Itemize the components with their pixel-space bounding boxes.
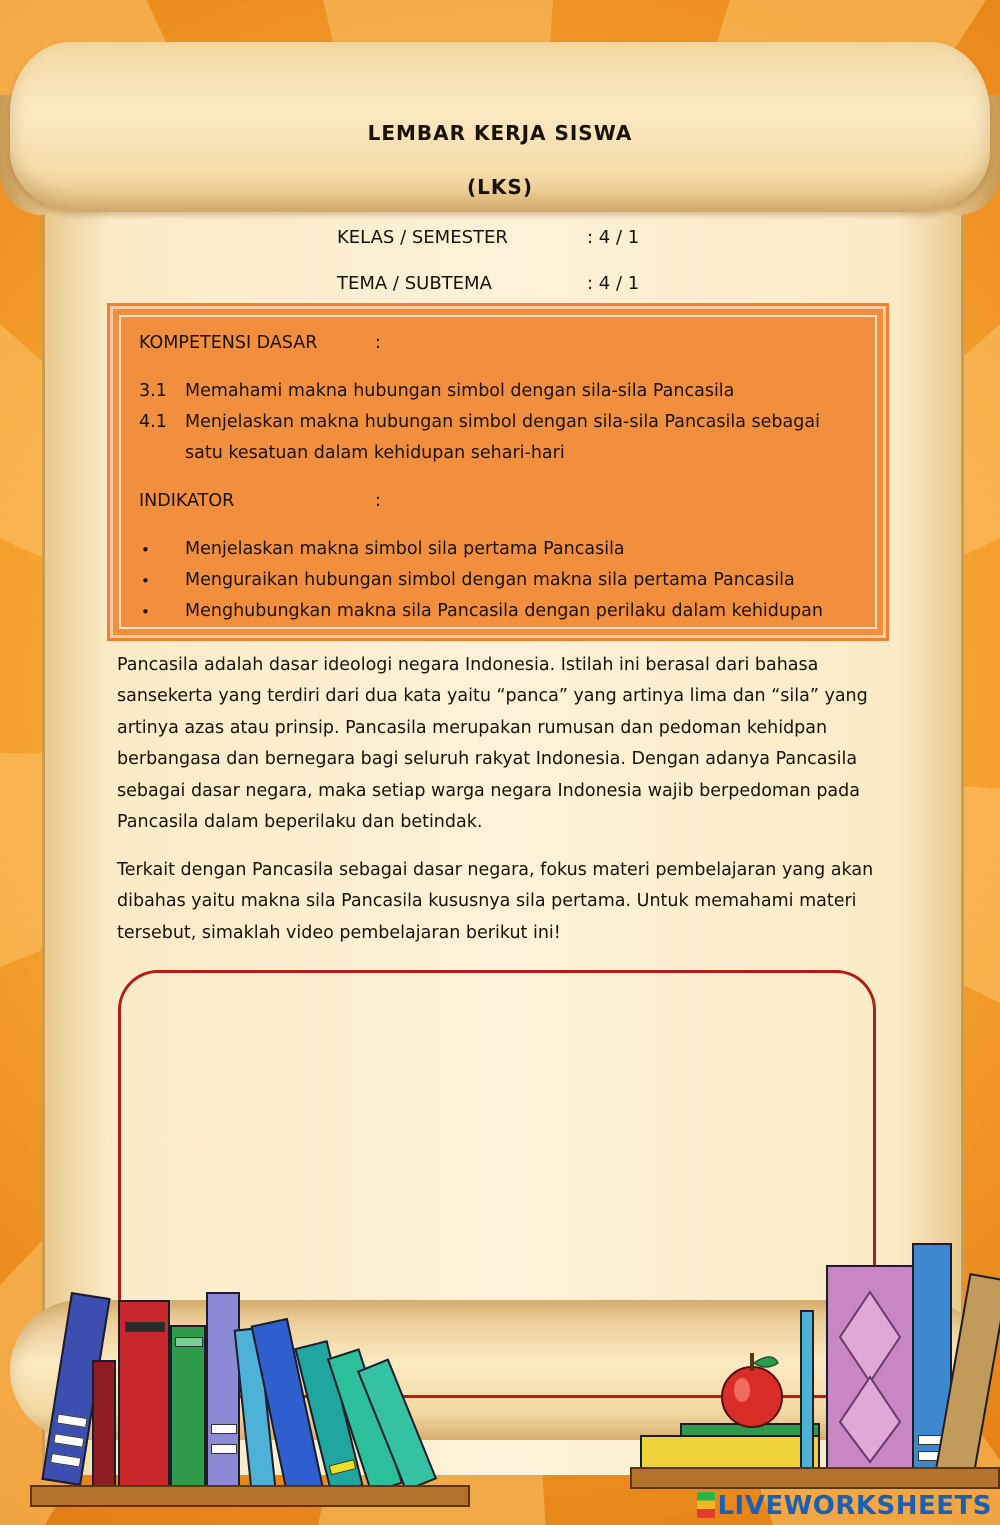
meta-tema-subtema xyxy=(337,273,639,294)
meta-label: KELAS / SEMESTER xyxy=(337,227,508,248)
kompetensi-item: Memahami makna hubungan simbol dengan sila-sila Pancasila xyxy=(185,381,735,401)
bullet-icon: • xyxy=(141,603,150,621)
shelf-board xyxy=(30,1485,470,1507)
meta-value: : 4 / 1 xyxy=(587,273,640,294)
kompetensi-item-continued: satu kesatuan dalam kehidupan sehari-hari xyxy=(185,443,565,463)
bullet-icon: • xyxy=(141,541,150,559)
book-stack-yellow xyxy=(640,1435,820,1469)
shelf-board-right xyxy=(630,1467,1000,1489)
liveworksheets-watermark[interactable] xyxy=(697,1491,992,1521)
indikator-item: Menguraikan hubungan simbol dengan makna sila pertama Pancasila xyxy=(185,570,795,590)
kompetensi-number: 3.1 xyxy=(139,381,167,401)
instruction-paragraph: Terkait dengan Pancasila sebagai dasar negara, fokus materi pembelajaran yang akan dibahas yaitu makna sila Pancasila kususnya sila pertama. Untuk memahami materi tersebut, simaklah video pembelajaran berikut ini! xyxy=(117,860,874,943)
meta-value: : 4 / 1 xyxy=(587,227,640,248)
book-lavender xyxy=(206,1292,240,1492)
meta-kelas-semester xyxy=(337,227,639,248)
kompetensi-heading: KOMPETENSI DASAR xyxy=(139,333,318,353)
kompetensi-number: 4.1 xyxy=(139,412,167,432)
apple-icon xyxy=(712,1345,792,1435)
meta-label: TEMA / SUBTEMA xyxy=(337,273,492,294)
page-subtitle: (LKS) xyxy=(467,175,533,199)
watermark-text: LIVEWORKSHEETS xyxy=(717,1491,992,1521)
indikator-colon: : xyxy=(375,491,381,511)
page-title: LEMBAR KERJA SISWA xyxy=(367,121,633,145)
indikator-item: Menghubungkan makna sila Pancasila dengan perilaku dalam kehidupan xyxy=(185,601,823,621)
book-green xyxy=(170,1325,206,1490)
intro-paragraph: Pancasila adalah dasar ideologi negara Indonesia. Istilah ini berasal dari bahasa sansekerta yang terdiri dari dua kata yaitu “panca” yang artinya lima dan “sila” yang artinya azas atau prinsip. Pancasila merupakan rumusan dan pedoman kehidpan berbangasa dan bernegara bagi seluruh rakyat Indonesia. Dengan adanya Pancasila sebagai dasar negara, maka setiap warga negara Indonesia wajib berpedoman pada Pancasila dalam beperilaku dan betindak. xyxy=(117,655,868,833)
diamond-pattern-icon xyxy=(828,1267,912,1467)
book-thin-blue xyxy=(800,1310,814,1470)
book-darkred-thin xyxy=(92,1360,116,1490)
kompetensi-item: Menjelaskan makna hubungan simbol dengan sila-sila Pancasila sebagai xyxy=(185,412,820,432)
kompetensi-colon: : xyxy=(375,333,381,353)
books-left xyxy=(0,1280,480,1525)
kompetensi-box xyxy=(110,306,886,638)
liveworksheets-logo-icon xyxy=(697,1492,715,1518)
bullet-icon: • xyxy=(141,572,150,590)
book-pink-ornate xyxy=(826,1265,914,1470)
indikator-heading: INDIKATOR xyxy=(139,491,235,511)
book-red xyxy=(118,1300,170,1490)
books-right xyxy=(630,1235,1000,1525)
indikator-item: Menjelaskan makna simbol sila pertama Pancasila xyxy=(185,539,625,559)
